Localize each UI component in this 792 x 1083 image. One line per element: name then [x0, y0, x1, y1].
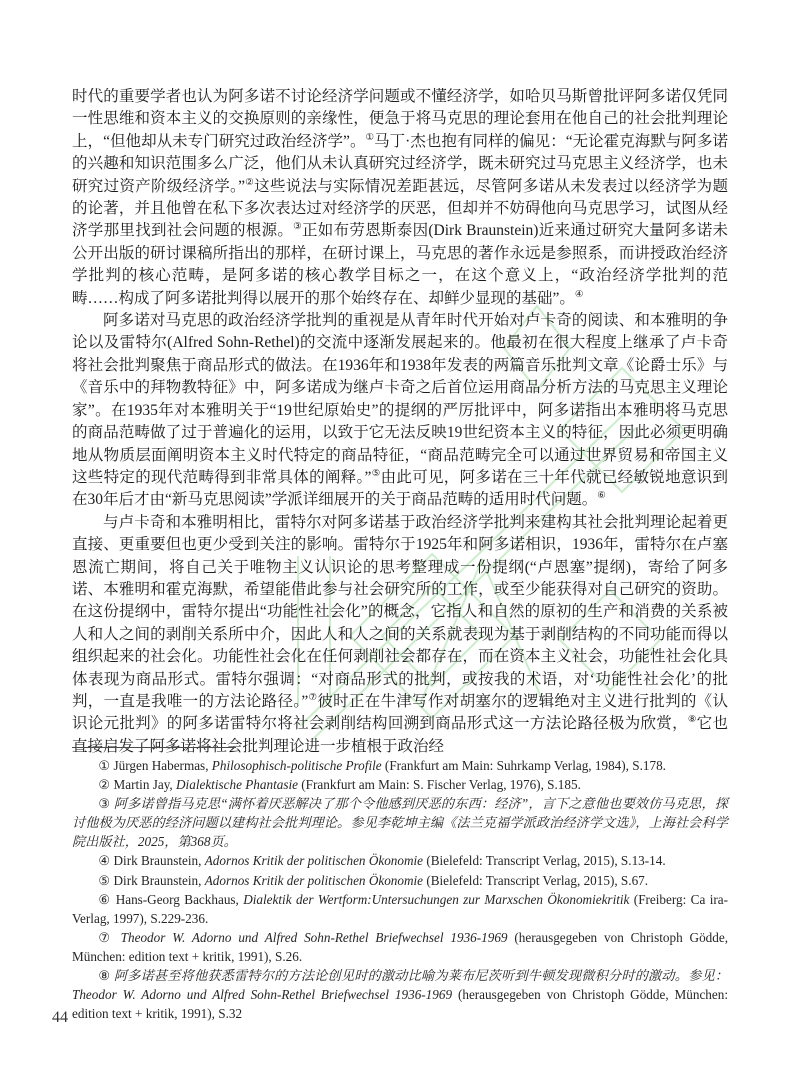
footnote-title: Dialektische Phantasie [176, 777, 298, 793]
footnote-ref: ④ [574, 289, 584, 300]
footnote-text: (Bielefeld: Transcript Verlag, 2015), S.67. [423, 872, 649, 888]
body-paragraph: 与卢卡奇和本雅明相比，雷特尔对阿多诺基于政治经济学批判来建构其社会批判理论起着更直接、更重要但也更少受到关注的影响。雷特尔于1925年和阿多诺相识，1936年，雷特尔在卢塞恩流亡期间，将自己关于唯物主义认识论的思考整理成一份提纲(“卢恩塞”提纲)，寄给了阿多诺、本雅明和霍克海默，希望能借此参与社会研究所的工作，或至少能获得对自己研究的资助。在这份提纲中，雷特尔提出“功能性社会化”的概念，它指人和自然的原初的生产和消费的关系被人和人之间的剥削关系所中介，因此人和人之间的关系就表现为基于剥削结构的不同功能而得以组织起来的社会化。功能性社会化在任何剥削社会都存在，而在资本主义社会，功能性社会化具体表现为商品形式。雷特尔强调：“对商品形式的批判，或按我的术语，对‘功能性社会化’的批判，一直是我唯一的方法论路径。”⑦彼时正在牛津写作对胡塞尔的逻辑绝对主义进行批判的《认识论元批判》的阿多诺雷特尔将社会剥削结构回溯到商品形式这一方法论路径极为欣赏，⑧它也直接启发了阿多诺将社会批判理论进一步植根于政治经 [72, 513, 728, 755]
footnote-text: Hans-Georg Backhaus, [115, 891, 244, 907]
footnote-item [72, 890, 728, 928]
footnote-text: (herausgegeben von Christoph Gödde, München: edition text + kritik, 1991), S.32 [72, 987, 728, 1022]
footnote-number: ⑦ [98, 929, 121, 945]
body-text [72, 86, 728, 758]
footnote-text: 阿多诺曾指马克思“满怀着厌恶解决了那个令他感到厌恶的东西：经济”，言下之意他也要效仿马克思，探讨他极为厌恶的经济问题以建构社会批判理论。参见李乾坤主编《法兰克福学派政治经济学文选》，上海社会科学院出版社，2025，第368页。 [72, 796, 728, 850]
footnote-text: (Bielefeld: Transcript Verlag, 2015), S.13-14. [423, 853, 666, 869]
footnote-title: Theodor W. Adorno und Alfred Sohn-Rethel Briefwechsel 1936-1969 [72, 987, 453, 1003]
footnote-ref: ② [245, 177, 255, 188]
footnote-text: Dirk Braunstein, [113, 853, 205, 869]
footnote-text: Jürgen Habermas, [113, 758, 212, 773]
footnote-title: Dialektik der Wertform:Untersuchungen zur Marxschen Ökonomiekritik [243, 891, 630, 907]
footnote-item [72, 756, 728, 775]
footnote-ref: ⑤ [371, 468, 381, 479]
footnote-number: ② [98, 777, 114, 793]
footnote-item [72, 775, 728, 794]
footnote-item [72, 966, 728, 1023]
footnote-text: (herausgegeben von Christoph Gödde, München: edition text + kritik, 1991), S.26. [72, 929, 728, 964]
footnote-item [72, 851, 728, 870]
footnote-item [72, 928, 728, 966]
footnote-number: ⑤ [98, 872, 114, 888]
footnote-separator [72, 747, 236, 748]
body-paragraph: 时代的重要学者也认为阿多诺不讨论经济学问题或不懂经济学，如哈贝马斯曾批评阿多诺仅凭同一性思维和资本主义的交换原则的亲缘性，便急于将马克思的理论套用在他自己的社会批判理论上，“但他却从未专门研究过政治经济学”。①马丁·杰也抱有同样的偏见：“无论霍克海默与阿多诺的兴趣和知识范围多么广泛，他们从未认真研究过经济学，既未研究过马克思主义经济学，也未研究过资产阶级经济学。”②这些说法与实际情况差距甚远，尽管阿多诺从未发表过以经济学为题的论著，并且他曾在私下多次表达过对经济学的厌恶，但却并不妨碍他向马克思学习，试图从经济学那里找到社会问题的根源。③正如布劳恩斯泰因(Dirk Braunstein)近来通过研究大量阿多诺未公开出版的研讨课稿所指出的那样，在研讨课上，马克思的著作永远是参照系，而讲授政治经济学批判的核心范畴，是阿多诺的核心教学目标之一，在这个意义上，“政治经济学批判的范畴……构成了阿多诺批判得以展开的那个始终存在、却鲜少显现的基础”。④ [72, 88, 728, 307]
footnote-text: Dirk Braunstein, [113, 872, 205, 888]
footnote-title: Theodor W. Adorno und Alfred Sohn-Rethel Briefwechsel 1936-1969 [120, 929, 508, 945]
footnote-number: ① [98, 758, 114, 773]
footnote-title: Adornos Kritik der politischen Ökonomie [204, 872, 424, 888]
footnote-title: Adornos Kritik der politischen Ökonomie [204, 853, 424, 869]
page-number: 44 [52, 1009, 68, 1026]
footnote-ref: ③ [293, 222, 302, 233]
footnote-text: 阿多诺甚至将他获悉雷特尔的方法论创见时的激动比喻为莱布尼茨听到牛顿发现微积分时的激动。参见： [113, 968, 729, 984]
footnote-ref: ① [365, 132, 375, 143]
footnote-text: (Freiberg: Ca ira-Verlag, 1997), S.229-236. [72, 891, 729, 926]
footnote-number: ⑥ [98, 891, 116, 907]
footnote-text: (Frankfurt am Main: Suhrkamp Verlag, 1984), S.178. [381, 758, 666, 773]
body-paragraph: 阿多诺对马克思的政治经济学批判的重视是从青年时代开始对卢卡奇的阅读、和本雅明的争论以及雷特尔(Alfred Sohn-Rethel)的交流中逐渐发展起来的。他最初在很大程度上继承了卢卡奇将社会批判聚焦于商品形式的做法。在1936年和1938年发表的两篇音乐批判文章《论爵士乐》与《音乐中的拜物教特征》中，阿多诺成为继卢卡奇之后首位运用商品分析方法的马克思主义理论家”。在1935年对本雅明关于“19世纪原始史”的提纲的严厉批评中，阿多诺指出本雅明将马克思的商品范畴做了过于普遍化的运用，以致于它无法反映19世纪资本主义的特征，因此必须更明确地从物质层面阐明资本主义时代特定的商品特征，“商品范畴完全可以通过世界贸易和帝国主义这些特定的现代范畴得到非常具体的阐释。”⑤由此可见，阿多诺在三十年代就已经敏锐地意识到在30年后才由“新马克思阅读”学派详细展开的关于商品范畴的适用时代问题。⑥ [72, 312, 728, 509]
footnotes [72, 756, 728, 1023]
footnote-item [72, 871, 728, 890]
footnote-ref: ⑥ [597, 491, 606, 502]
footnote-number: ⑧ [98, 968, 114, 984]
footnote-ref: ⑧ [687, 715, 697, 726]
footnote-text: Martin Jay, [113, 777, 177, 793]
footnote-text: (Frankfurt am Main: S. Fischer Verlag, 1976), S.185. [297, 777, 581, 793]
footnote-item [72, 794, 728, 851]
footnote-number: ④ [98, 853, 114, 869]
footnote-number: ③ [98, 796, 114, 812]
footnote-title: Philosophisch-politische Profile [211, 758, 382, 773]
footnote-ref: ⑦ [308, 692, 318, 703]
